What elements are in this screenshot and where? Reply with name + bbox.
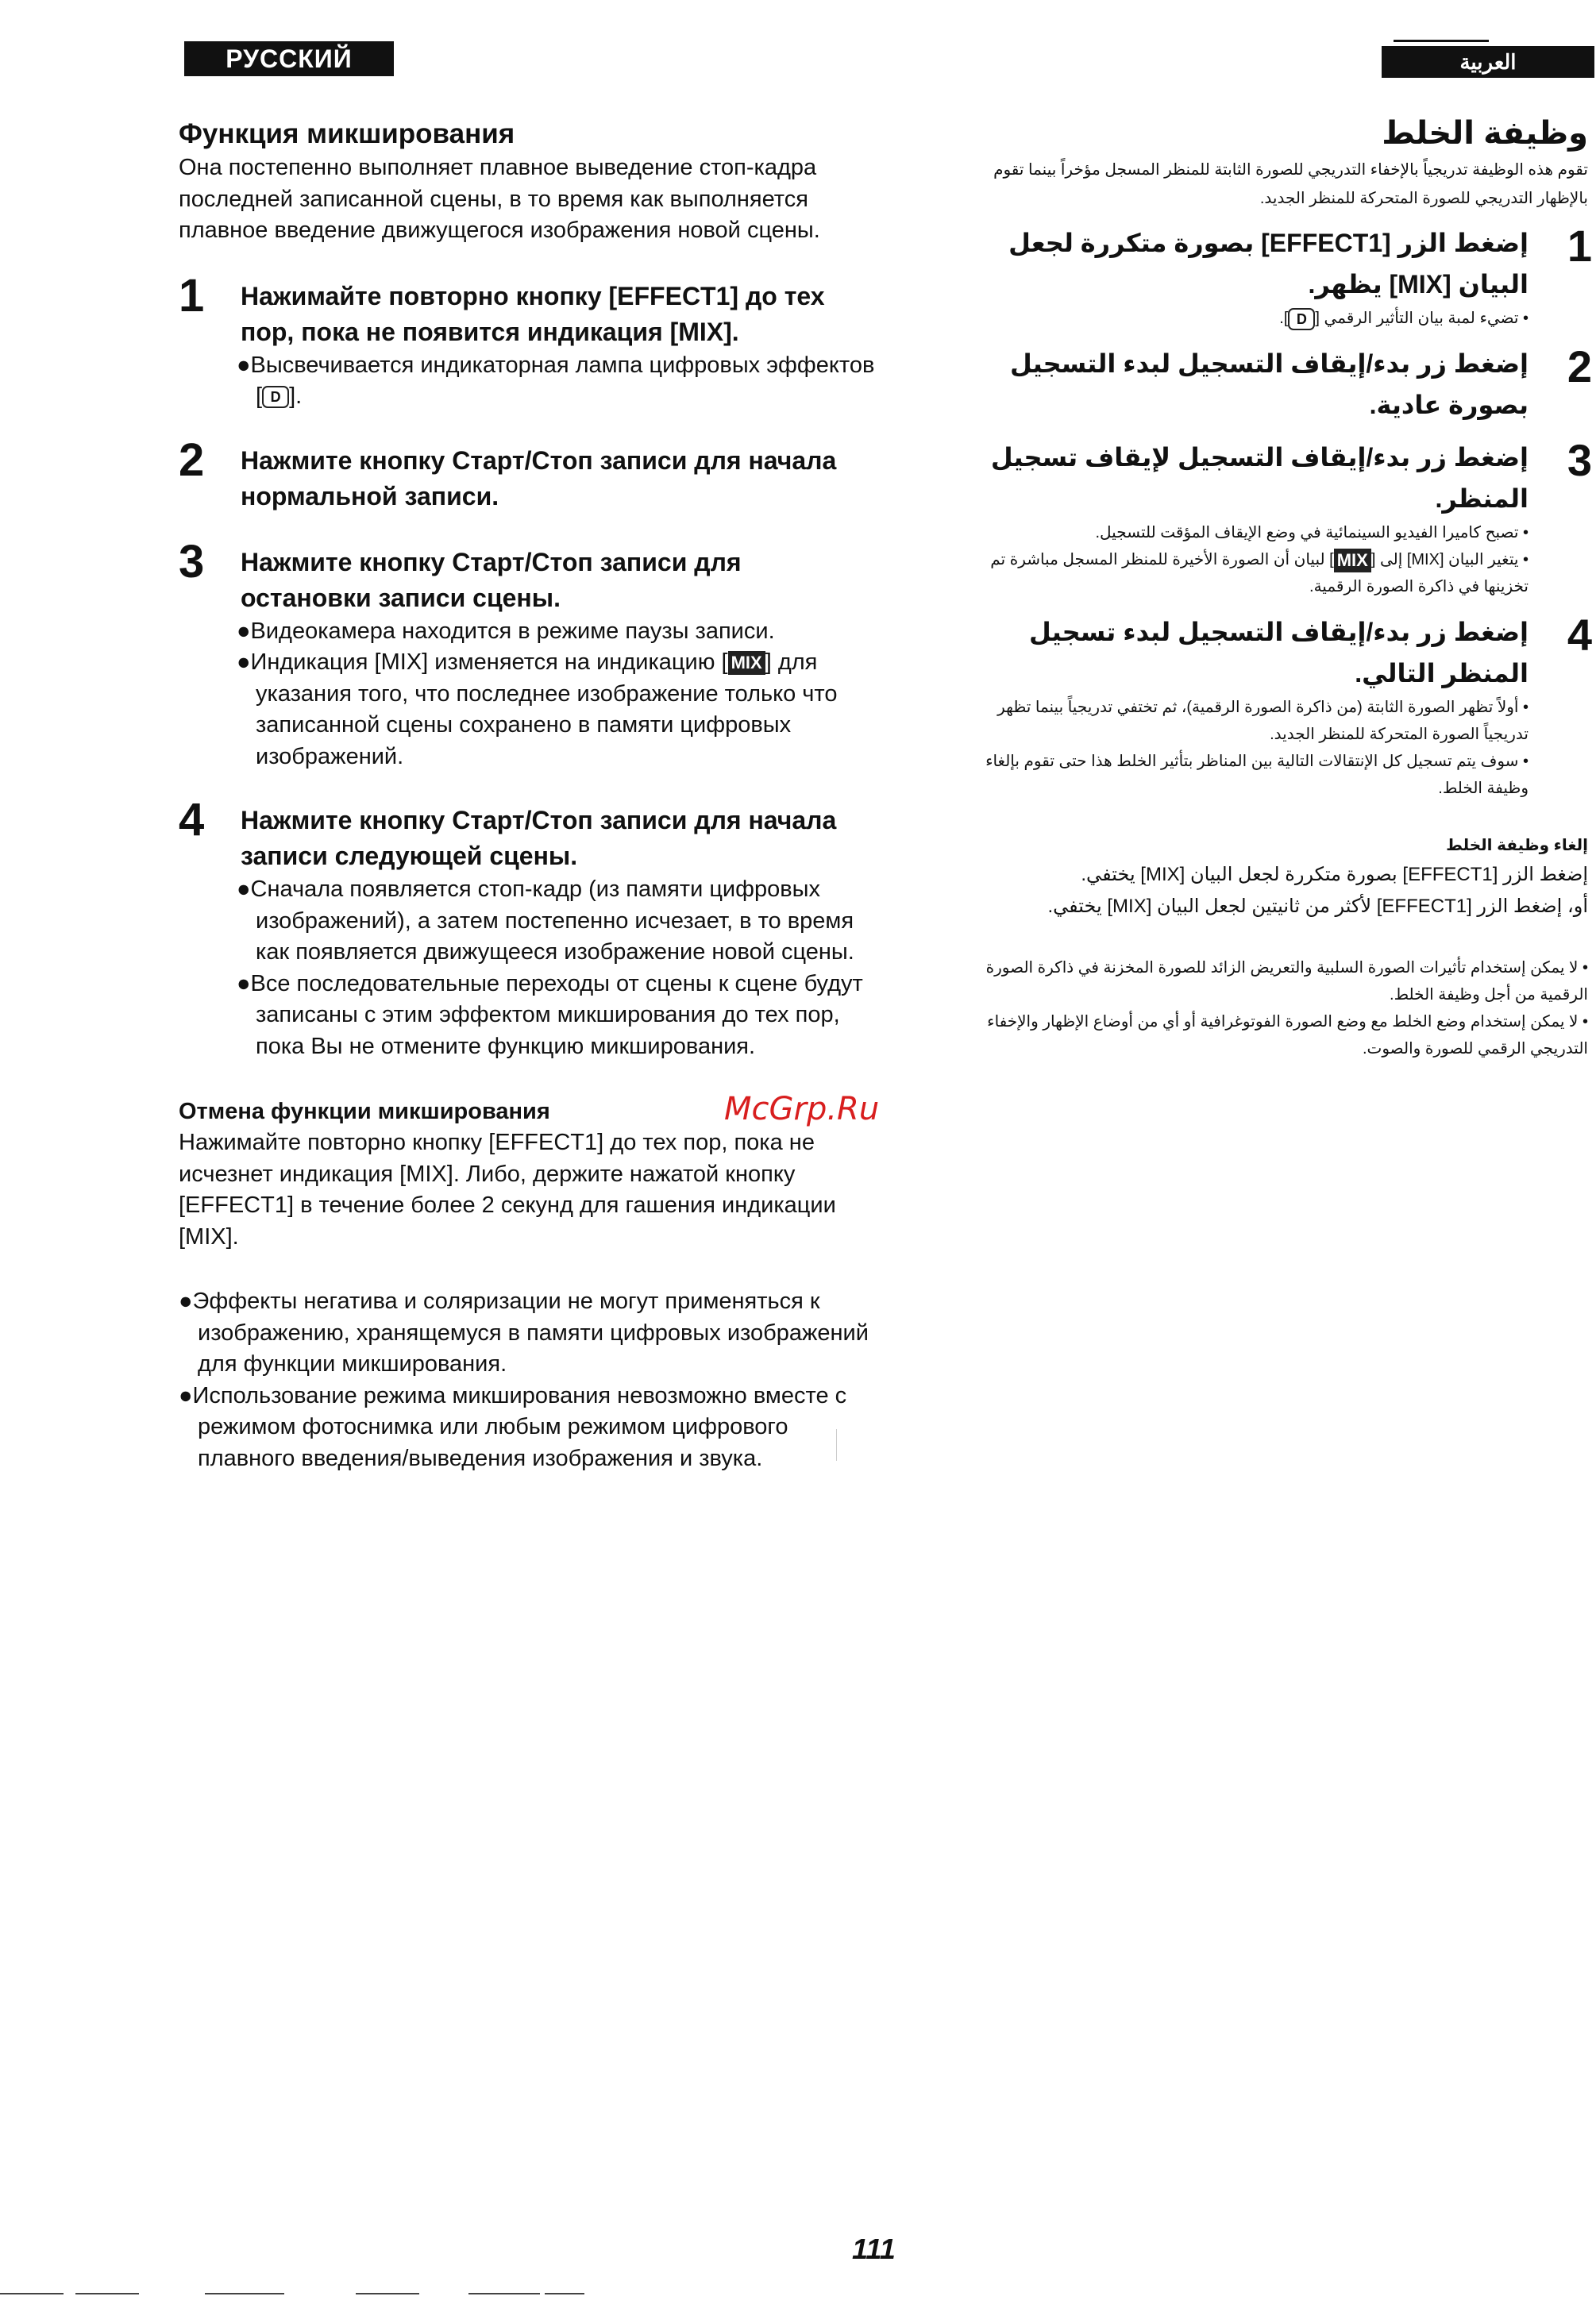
step-title: Нажимайте повторно кнопку [EFFECT1] до тех пор, пока не появится индикация [MIX]. [241,281,825,346]
step-title: Нажмите кнопку Старт/Стоп записи для начала записи следующей сцены. [241,806,837,870]
watermark: McGrp.Ru [724,1091,880,1127]
intro-text: Она постепенно выполняет плавное выведение стоп-кадра последней записанной сцены, в то время как выполняется плавное введение движущегося изображения новой сцены. [179,155,820,243]
digital-effect-icon: D [1288,308,1315,330]
footer-rule [0,2293,64,2294]
step-4 [179,796,877,1062]
step-number: 2 [179,433,205,486]
cancel-title: إلغاء وظيفة الخلط [1446,837,1588,854]
cancel-title: Отмена функции микширования [179,1099,550,1124]
note-item: • لا يمكن إستخدام وضع الخلط مع وضع الصورة الفوتوغرافية أو أي من أوضاع الإظهار والإخفاء التدريجي الرقمي للصورة والصوت. [987,1013,1588,1058]
digital-effect-icon: D [262,386,289,408]
step-bullet: • يتغير البيان [MIX] إلى [MIX] لبيان أن الصورة الأخيرة للمنظر المسجل مباشرة تم تخزينها في ذاكرة الصورة الرقمية. [990,549,1529,595]
step-bullet: • سوف يتم تسجيل كل الإنتقالات التالية بين المناظر بتأثير الخلط هذا حتى تقوم بإلغاء وظيفة الخلط. [985,753,1529,797]
step-bullet: • تضيء لمبة بيان التأثير الرقمي [D]. [965,305,1529,332]
footer-rule [545,2293,584,2294]
step-2 [179,433,877,514]
step-2 [965,341,1592,426]
note-item: • لا يمكن إستخدام تأثيرات الصورة السلبية والتعريض الزائد للصورة المخزنة في ذاكرة الصورة الرقمية من أجل وظيفة الخلط. [985,959,1588,1004]
step-bullet: • أولاً تظهر الصورة الثابتة (من ذاكرة الصورة الرقمية)، ثم تختفي تدريجياً بينما تظهر تدريجياً الصورة المتحركة للمنظر الجديد. [997,699,1529,743]
section-title: Функция микширования [179,118,515,149]
step-bullet: ●Сначала появляется стоп-кадр (из памяти цифровых изображений), а затем постепенно исчезает, в то время как появляется движущееся изображение новой сцены. [237,877,854,965]
arabic-column [965,111,1592,1062]
footer-rule [468,2293,540,2294]
step-number: 3 [179,535,205,588]
step-number: 1 [1567,221,1592,271]
step-title: إضغط زر بدء/إيقاف التسجيل لبدء التسجيل بصورة عادية. [1010,349,1529,419]
step-number: 4 [1567,610,1592,660]
step-number: 3 [1567,435,1592,485]
step-bullet: • تصبح كاميرا الفيديو السينمائية في وضع الإيقاف المؤقت للتسجيل. [1095,524,1529,541]
step-title: Нажмите кнопку Старт/Стоп записи для остановки записи сцены. [241,547,742,612]
page-number: 111 [852,2233,896,2265]
step-number: 1 [179,269,205,322]
note-item: ●Использование режима микширования невозможно вместе с режимом фотоснимка или любым режимом цифрового плавного введения/выведения изображения и звука. [179,1382,847,1471]
step-title: Нажмите кнопку Старт/Стоп записи для начала нормальной записи. [241,445,837,511]
footer-rule [356,2293,419,2294]
russian-column [179,116,880,1474]
step-1 [179,269,877,413]
mix-icon: MIX [728,651,765,675]
badge-rule [1394,40,1489,42]
column-divider [836,1429,837,1461]
section-title: وظيفة الخلط [1382,116,1588,151]
step-1 [965,221,1592,332]
step-bullet: ●Видеокамера находится в режиме паузы записи. [237,618,775,644]
step-title: إضغط الزر [EFFECT1] بصورة متكررة لجعل البيان [MIX] يظهر. [1008,229,1529,299]
footer-rule [205,2293,284,2294]
step-3 [179,535,877,773]
step-number: 2 [1567,341,1592,391]
language-badge-arabic: العربية [1382,46,1594,78]
step-bullet: ●Все последовательные переходы от сцены к сцене будут записаны с этим эффектом микширования до тех пор, пока Вы не отмените функцию микширования. [237,970,863,1059]
notes [179,1286,877,1474]
mix-icon: MIX [1334,549,1371,572]
language-badge-russian: РУССКИЙ ЯЗЫК [184,41,394,76]
note-item: ●Эффекты негатива и соляризации не могут применяться к изображению, хранящемуся в памяти цифровых изображений для функции микширования. [179,1289,869,1377]
step-title: إضغط زر بدء/إيقاف التسجيل لإيقاف تسجيل المنظر. [990,443,1529,513]
cancel-text: Нажимайте повторно кнопку [EFFECT1] до тех пор, пока не исчезнет индикация [MIX]. Либо, держите нажатой кнопку [EFFECT1] в течение более 2 секунд для гашения индикации [MIX]. [179,1130,836,1250]
step-bullet: ●Высвечивается индикаторная лампа цифровых эффектов [ D ]. [237,352,875,409]
step-3 [965,435,1592,600]
cancel-text: أو، إضغط الزر [EFFECT1] لأكثر من ثانيتين لجعل البيان [MIX] يختفي. [1047,896,1588,917]
footer-rule [75,2293,139,2294]
cancel-text: إضغط الزر [EFFECT1] بصورة متكررة لجعل البيان [MIX] يختفي. [1081,864,1588,885]
step-bullet: ●Индикация [MIX] изменяется на индикацию [ MIX ] для указания того, что последнее изображение только что записанной сцены сохранено в памяти цифровых изображений. [237,649,838,769]
notes [965,954,1588,1062]
step-number: 4 [179,794,205,846]
intro-text: تقوم هذه الوظيفة تدريجياً بالإخفاء التدريجي للصورة الثابتة للمنظر المسجل مؤخراً بينما تقوم بالإظهار التدريجي للصورة المتحركة للمنظر الجديد. [993,161,1588,207]
step-title: إضغط زر بدء/إيقاف التسجيل لبدء تسجيل المنظر التالي. [1029,618,1529,688]
step-4 [965,610,1592,802]
